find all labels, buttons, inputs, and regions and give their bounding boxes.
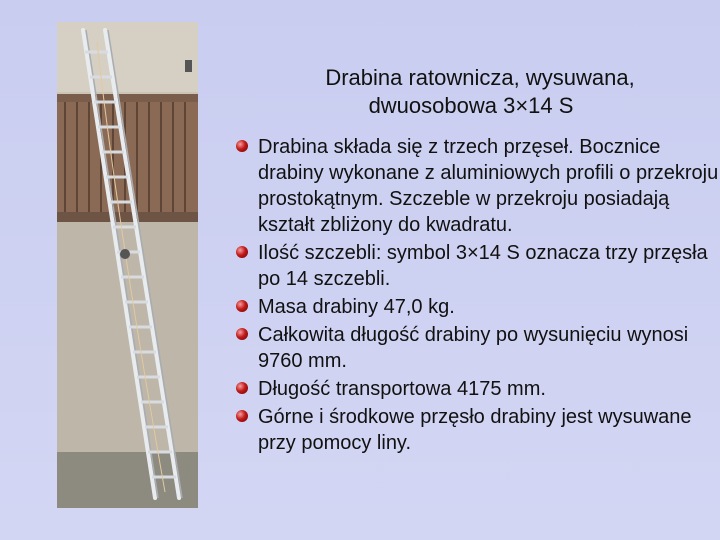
bullet-item	[236, 322, 720, 374]
bullet-text: Górne i środkowe przęsło drabiny jest wysuwane przy pomocy liny.	[258, 406, 692, 454]
bullet-text: Całkowita długość drabiny po wysunięciu wynosi 9760 mm.	[258, 324, 689, 372]
title-line-1: Drabina ratownicza, wysuwana,	[325, 65, 635, 90]
bullet-item	[236, 240, 720, 292]
slide-title	[222, 64, 720, 120]
bullet-text: Ilość szczebli: symbol 3×14 S oznacza trzy przęsła po 14 szczebli.	[258, 242, 708, 290]
bullet-icon	[236, 140, 248, 152]
bullet-text: Długość transportowa 4175 mm.	[258, 378, 546, 400]
ladder-photo-image	[57, 22, 198, 508]
bullet-item	[236, 376, 720, 402]
bullet-text: Masa drabiny 47,0 kg.	[258, 296, 455, 318]
bullet-item	[236, 134, 720, 238]
bullet-icon	[236, 328, 248, 340]
bullet-text: Drabina składa się z trzech przęseł. Bocznice drabiny wykonane z aluminiowych profili o przekroju prostokątnym. Szczeble w przekroju posiadają kształt zbliżony do kwadratu.	[258, 136, 719, 236]
bullet-item	[236, 294, 720, 320]
bullet-icon	[236, 300, 248, 312]
ladder-photo	[57, 22, 198, 508]
title-line-2: dwuosobowa 3×14 S	[368, 93, 574, 118]
bullet-icon	[236, 410, 248, 422]
bullet-list	[236, 134, 720, 458]
bullet-icon	[236, 382, 248, 394]
bullet-item	[236, 404, 720, 456]
bullet-icon	[236, 246, 248, 258]
